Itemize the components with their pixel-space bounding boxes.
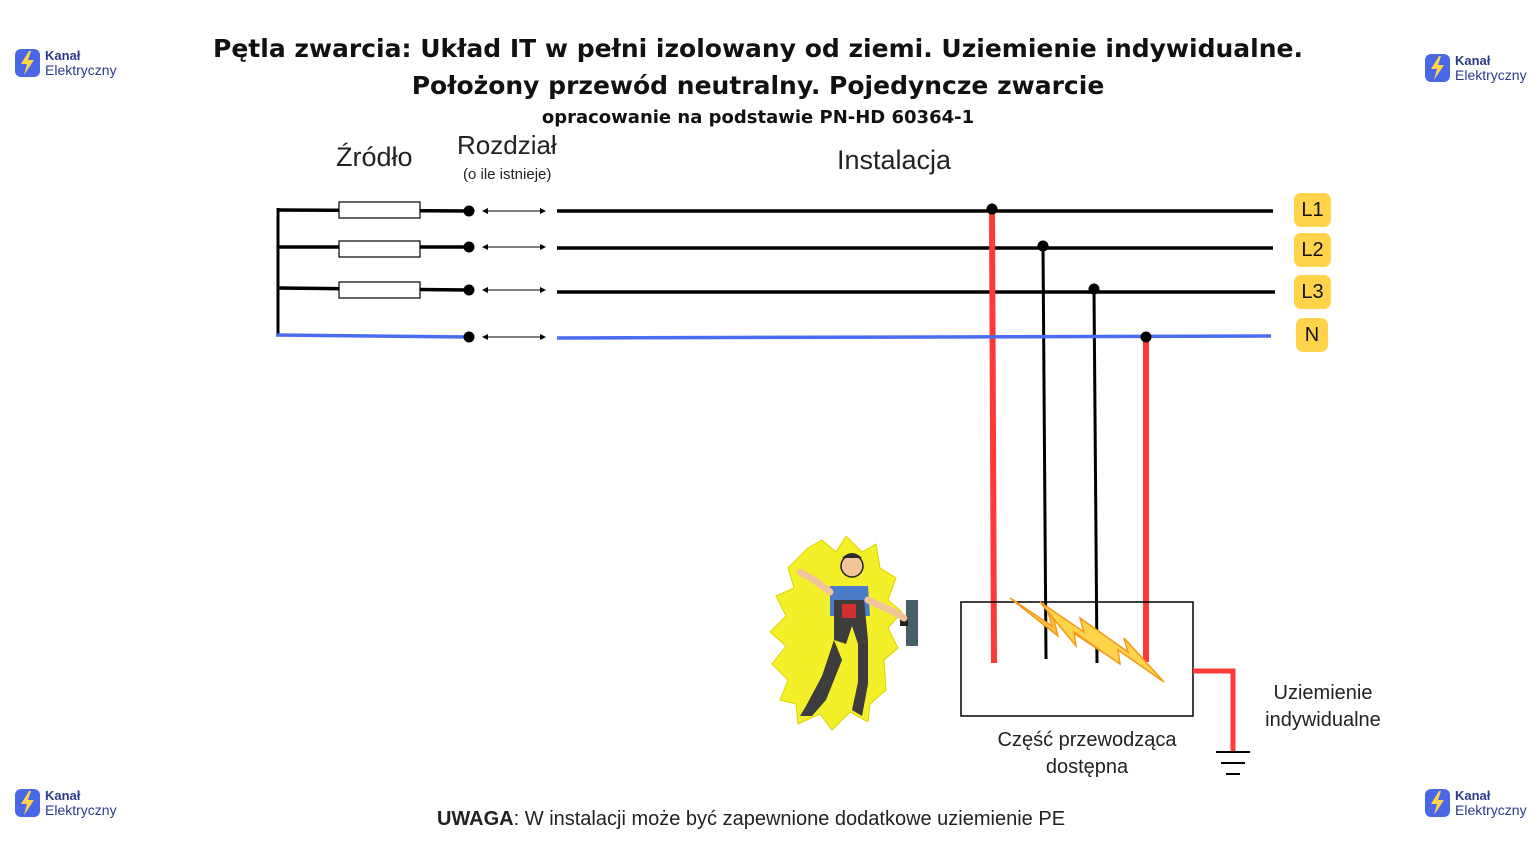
branch-l2 <box>1043 246 1046 659</box>
fuse-l2 <box>339 241 420 257</box>
fuse-l1 <box>339 202 420 218</box>
note-bold: UWAGA <box>436 808 514 830</box>
badge-n: N <box>1296 318 1328 352</box>
logo-line2: Elektryczny <box>45 802 117 818</box>
separation-dot-n <box>464 332 475 343</box>
logo-line1: Kanał <box>1455 788 1491 803</box>
section-separation-note: (o ile istnieje) <box>463 166 552 183</box>
note-text: : W instalacji może być zapewnione dodatkowe uziemienie PE <box>513 808 1066 830</box>
install-wire-n <box>557 336 1271 338</box>
logo-line1: Kanał <box>1455 53 1491 68</box>
title-line1: Pętla zwarcia: Układ IT w pełni izolowany od ziemi. Uziemienie indywidualne. <box>213 34 1303 63</box>
logo-line1: Kanał <box>45 788 81 803</box>
logo-line2: Elektryczny <box>1455 802 1527 818</box>
fault-lightning-icon <box>1010 598 1164 682</box>
label-exposed-part-line2: dostępna <box>1045 756 1129 778</box>
junction-l3 <box>1089 284 1100 295</box>
logo-line2: Elektryczny <box>1455 67 1527 83</box>
earthing-conductor <box>1193 671 1233 752</box>
logo-line2: Elektryczny <box>45 62 117 78</box>
section-separation: Rozdział <box>457 130 557 160</box>
logo-line1: Kanał <box>45 48 81 63</box>
label-earthing-line2: indywidualne <box>1265 709 1381 731</box>
separation-dot-l1 <box>464 206 475 217</box>
label-exposed-part <box>977 727 1197 781</box>
ground-icon <box>1216 752 1250 774</box>
badge-l2: L2 <box>1294 233 1331 267</box>
label-earthing-line1: Uziemienie <box>1273 682 1373 704</box>
section-source: Źródło <box>336 142 413 172</box>
separation-dot-l3 <box>464 285 475 296</box>
electrocuted-person-icon <box>770 536 918 730</box>
junction-l2 <box>1038 241 1049 252</box>
note <box>0 808 1502 831</box>
branch-l1-fault <box>992 209 994 663</box>
badge-l3: L3 <box>1294 275 1331 309</box>
title-line2: Położony przewód neutralny. Pojedyncze zwarcie <box>411 71 1105 100</box>
fuse-l3 <box>339 282 420 298</box>
badge-l1: L1 <box>1294 193 1331 227</box>
label-exposed-part-line1: Część przewodząca <box>997 729 1177 751</box>
source-wire-n <box>276 335 469 337</box>
junction-n <box>1141 332 1152 343</box>
junction-l1 <box>987 204 998 215</box>
branch-l3 <box>1094 289 1097 663</box>
subtitle: opracowanie na podstawie PN-HD 60364-1 <box>541 107 975 128</box>
separation-dot-l2 <box>464 242 475 253</box>
section-installation: Instalacja <box>837 145 952 175</box>
label-earthing <box>1250 680 1396 734</box>
